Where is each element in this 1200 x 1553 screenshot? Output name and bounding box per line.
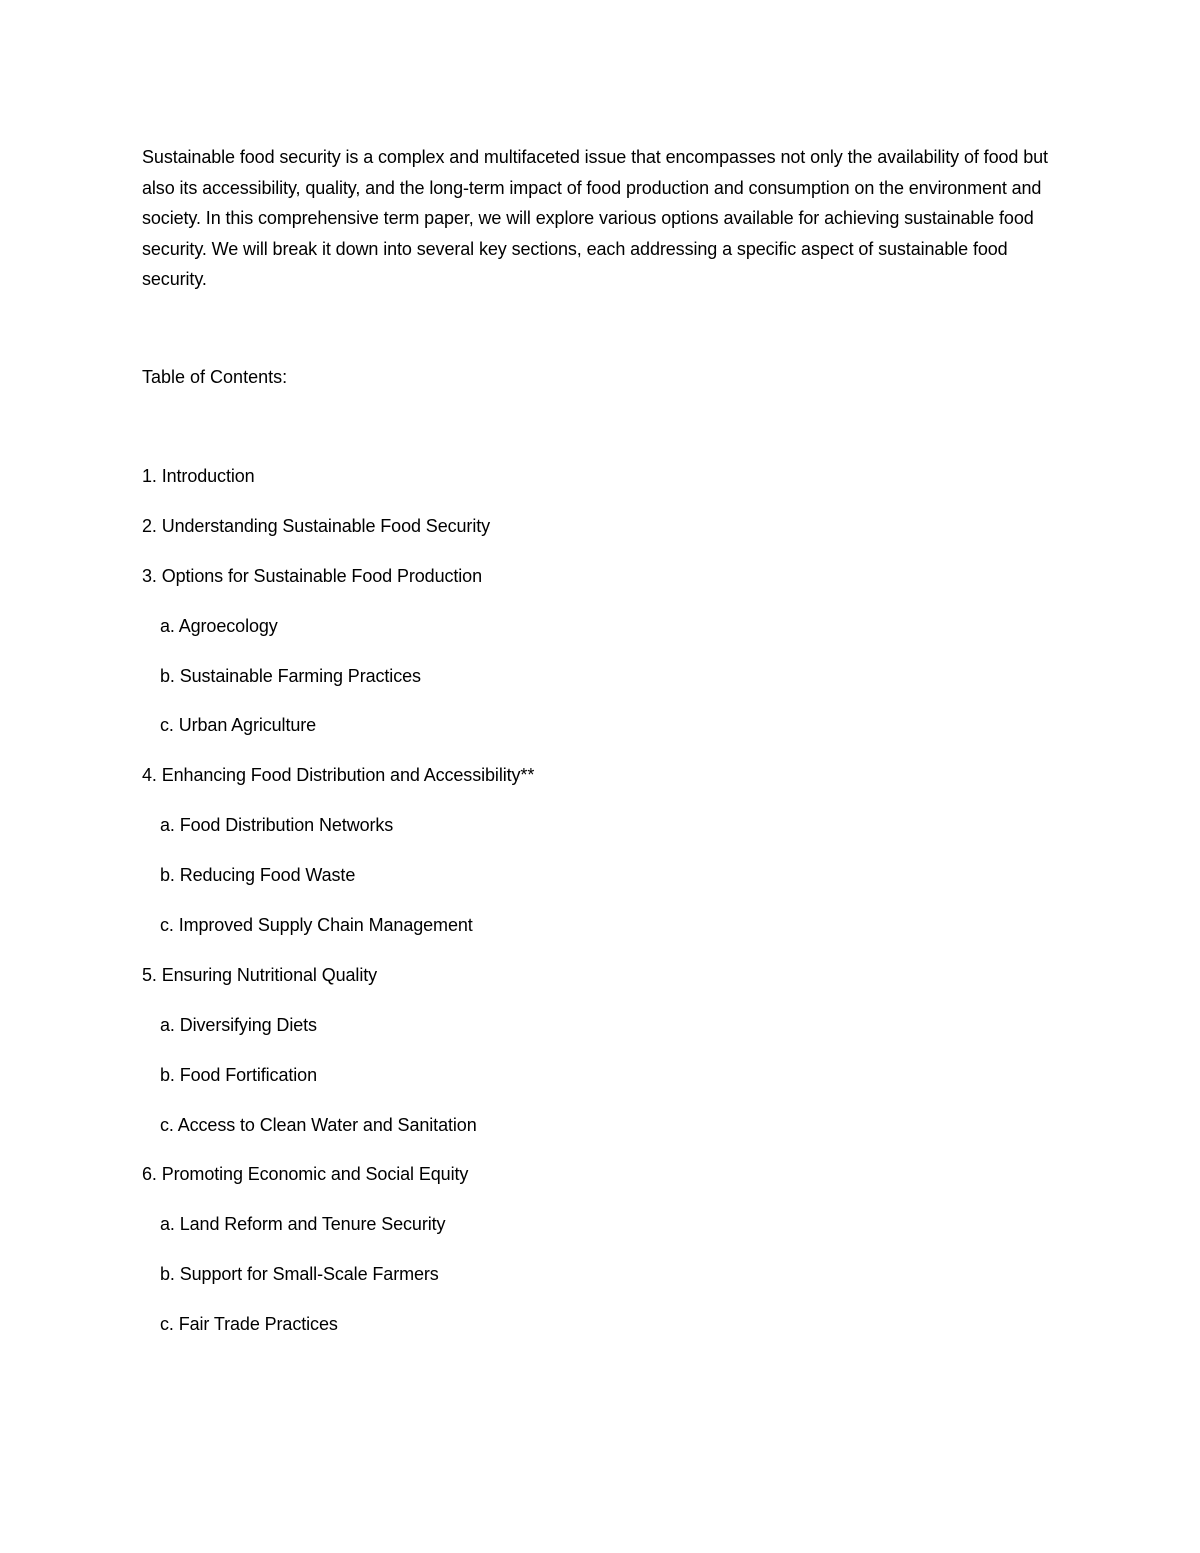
toc-section-item: 3. Options for Sustainable Food Production [142,565,483,586]
toc-subsection-item: b. Support for Small-Scale Farmers [160,1264,439,1285]
toc-subsection-item: b. Reducing Food Waste [160,865,356,886]
toc-subsection-item: a. Agroecology [160,615,278,636]
table-of-contents [0,461,1200,1359]
toc-subsection-item: b. Sustainable Farming Practices [160,665,421,686]
toc-subsection-item: c. Improved Supply Chain Management [160,915,473,936]
toc-subsection-item: b. Food Fortification [160,1064,317,1085]
toc-section-item: 2. Understanding Sustainable Food Security [142,515,491,536]
toc-subsection-item: a. Food Distribution Networks [160,815,394,836]
toc-heading: Table of Contents: [142,367,288,387]
intro-paragraph: Sustainable food security is a complex and multifaceted issue that encompasses not only the availability of food but also its accessibility, quality, and the long-term impact of food production and consumption on the environment and society. In this comprehensive term paper, we will explore various options available for achieving sustainable food security. We will break it down into several key sections, each addressing a specific aspect of sustainable food security. [142,147,1048,289]
toc-subsection-item: c. Fair Trade Practices [160,1314,338,1335]
toc-subsection-item: a. Diversifying Diets [160,1014,317,1035]
toc-subsection-item: c. Urban Agriculture [160,715,317,736]
toc-section-item: 6. Promoting Economic and Social Equity [142,1164,469,1185]
toc-subsection-item: c. Access to Clean Water and Sanitation [160,1114,477,1135]
toc-section-item: 1. Introduction [142,466,255,486]
toc-subsection-item: a. Land Reform and Tenure Security [160,1214,446,1235]
toc-section-item: 5. Ensuring Nutritional Quality [142,964,378,985]
toc-section-item: 4. Enhancing Food Distribution and Accessibility** [142,765,535,786]
